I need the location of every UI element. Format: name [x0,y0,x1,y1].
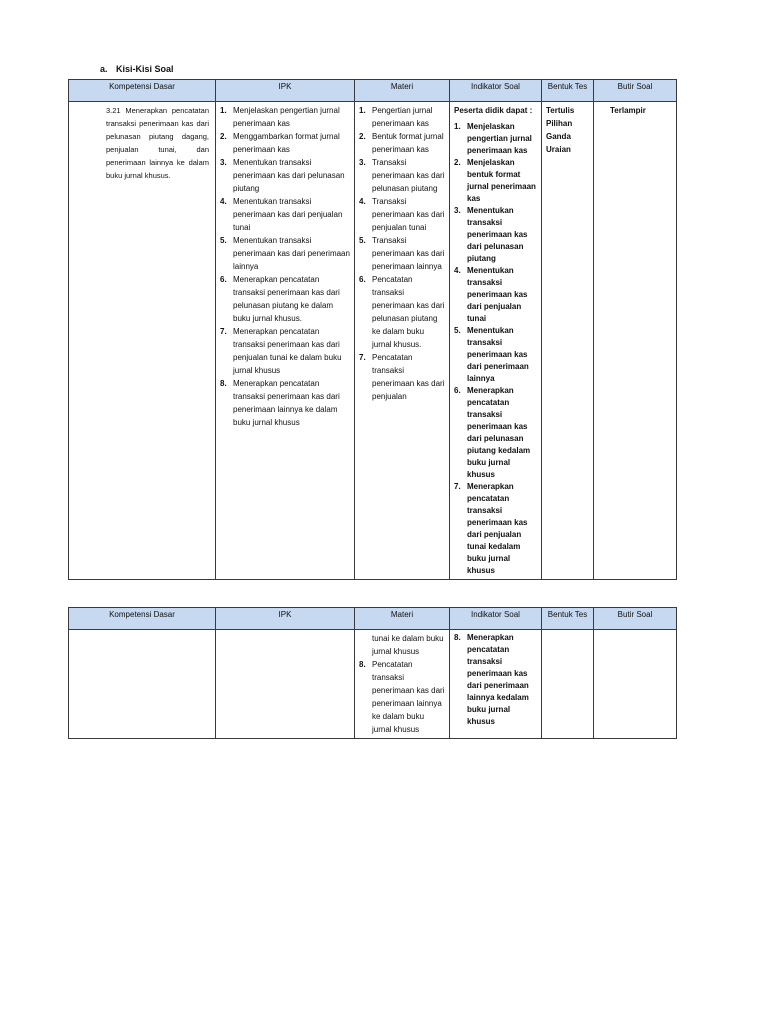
list-item-text: Menentukan transaksi penerimaan kas dari pelunasan piutang [467,206,528,263]
list-item-text: Menerapkan pencatatan transaksi penerimaan kas dari penerimaan lainnya ke dalam buku jurnal khusus [233,379,340,427]
bentuk-cell [542,102,594,580]
materi-cell [355,630,450,739]
list-item-text: Pencatatan transaksi penerimaan kas dari pelunasan piutang ke dalam buku jurnal khusus. [372,275,445,349]
header-indikator-soal: Indikator Soal [450,80,542,102]
list-item-number: 8. [359,660,366,669]
list-item-number: 6. [220,275,227,284]
list-item [220,234,350,273]
list-item-text: Menjelaskan pengertian jurnal penerimaan kas [467,122,532,155]
section-title-text: Kisi-Kisi Soal [116,64,174,74]
list-item-text: Transaksi penerimaan kas dari pelunasan piutang [372,158,445,193]
list-item-text: Menjelaskan bentuk format jurnal penerimaan kas [467,158,536,203]
list-item-number: 7. [359,353,366,362]
list-item [454,205,537,265]
list-item [220,104,350,130]
list-item-text: Transaksi penerimaan kas dari penerimaan lainnya [372,236,445,271]
list-item [220,195,350,234]
bentuk-item: Tertulis [546,106,575,115]
kd-cell [69,630,216,739]
header-kompetensi-dasar: Kompetensi Dasar [69,80,216,102]
list-item [359,273,445,351]
list-item-number: 3. [454,206,461,215]
list-item-text: Menentukan transaksi penerimaan kas dari penerimaan lainnya [467,326,529,383]
list-item-number: 2. [220,132,227,141]
kisi-table-2 [68,607,677,739]
list-item-number: 1. [454,122,461,131]
list-item-number: 6. [359,275,366,284]
ipk-cell [216,630,355,739]
list-item-number: 7. [454,482,461,491]
ipk-list [220,104,350,429]
header-bentuk-tes: Bentuk Tes [542,608,594,630]
header-indikator-soal: Indikator Soal [450,608,542,630]
list-item-text: Menerapkan pencatatan transaksi penerimaan kas dari penerimaan lainnya kedalam buku jurnal khusus [467,633,529,726]
materi-list [359,658,445,736]
table-row [69,102,677,580]
list-item-text: Pengertian jurnal penerimaan kas [372,106,433,128]
ipk-cell [216,102,355,580]
kd-cell [69,102,216,580]
header-butir-soal: Butir Soal [594,80,677,102]
list-item-text: Bentuk format jurnal penerimaan kas [372,132,444,154]
list-item-text: Menentukan transaksi penerimaan kas dari penjualan tunai [467,266,528,323]
list-item [359,195,445,234]
indikator-list [454,632,537,728]
header-materi: Materi [355,608,450,630]
list-item-number: 6. [454,386,461,395]
butir-text: Terlampir [610,106,646,115]
list-item [454,121,537,157]
list-item [359,130,445,156]
list-item-text: Pencatatan transaksi penerimaan kas dari penjualan [372,353,445,401]
list-item-number: 7. [220,327,227,336]
bentuk-cell [542,630,594,739]
list-item-number: 3. [359,158,366,167]
list-item-number: 1. [220,106,227,115]
list-item-number: 2. [359,132,366,141]
list-item-text: Menjelaskan pengertian jurnal penerimaan kas [233,106,340,128]
section-title [100,64,174,74]
list-item [454,385,537,481]
header-row [69,608,677,630]
table-row [69,630,677,739]
list-item-text: Menerapkan pencatatan transaksi penerimaan kas dari pelunasan piutang kedalam buku jurnal khusus [467,386,531,479]
section-number: a. [100,64,108,74]
header-kompetensi-dasar: Kompetensi Dasar [69,608,216,630]
list-item [359,234,445,273]
bentuk-list [546,104,589,156]
list-item-number: 8. [220,379,227,388]
materi-cell [355,102,450,580]
list-item-text: Menerapkan pencatatan transaksi penerimaan kas dari penjualan tunai kedalam buku jurnal khusus [467,482,528,575]
list-item [454,481,537,577]
list-item-number: 4. [359,197,366,206]
kisi-table-1 [68,79,677,580]
header-butir-soal: Butir Soal [594,608,677,630]
butir-cell [594,102,677,580]
list-item [454,325,537,385]
list-item [359,658,445,736]
list-item-number: 8. [454,633,461,642]
list-item-number: 4. [220,197,227,206]
bentuk-item: Pilihan Ganda [546,119,573,141]
header-row [69,80,677,102]
materi-continuation: tunai ke dalam buku jurnal khusus [372,634,444,656]
list-item-number: 2. [454,158,461,167]
list-item-number: 5. [454,326,461,335]
indikator-cell [450,630,542,739]
list-item [220,130,350,156]
list-item [220,273,350,325]
list-item-text: Menerapkan pencatatan transaksi penerimaan kas dari pelunasan piutang ke dalam buku jurnal khusus. [233,275,340,323]
header-bentuk-tes: Bentuk Tes [542,80,594,102]
list-item-number: 5. [220,236,227,245]
list-item-text: Menentukan transaksi penerimaan kas dari penjualan tunai [233,197,343,232]
header-ipk: IPK [216,608,355,630]
indikator-intro: Peserta didik dapat : [454,106,533,115]
list-item [454,157,537,205]
list-item [220,377,350,429]
list-item-number: 1. [359,106,366,115]
list-item-text: Transaksi penerimaan kas dari penjualan tunai [372,197,445,232]
header-materi: Materi [355,80,450,102]
list-item-number: 3. [220,158,227,167]
bentuk-item: Uraian [546,145,571,154]
list-item [359,156,445,195]
list-item [220,156,350,195]
list-item-text: Menggambarkan format jurnal penerimaan kas [233,132,340,154]
list-item [220,325,350,377]
list-item-text: Menerapkan pencatatan transaksi penerimaan kas dari penjualan tunai ke dalam buku jurnal khusus [233,327,342,375]
list-item-text: Menentukan transaksi penerimaan kas dari pelunasan piutang [233,158,345,193]
indikator-cell [450,102,542,580]
list-item-number: 4. [454,266,461,275]
header-ipk: IPK [216,80,355,102]
list-item-text: Menentukan transaksi penerimaan kas dari penerimaan lainnya [233,236,350,271]
list-item [454,265,537,325]
butir-cell [594,630,677,739]
indikator-list [454,121,537,577]
list-item [359,351,445,403]
list-item-text: Pencatatan transaksi penerimaan kas dari penerimaan lainnya ke dalam buku jurnal khusus [372,660,445,734]
list-item [359,104,445,130]
list-item-number: 5. [359,236,366,245]
list-item [454,632,537,728]
kd-text: 3.21 Menerapkan pencatatan transaksi penerimaan kas dari pelunasan piutang dagang, penjualan tunai, dan penerimaan lainnya ke dalam buku jurnal khusus. [106,106,209,180]
materi-list [359,104,445,403]
